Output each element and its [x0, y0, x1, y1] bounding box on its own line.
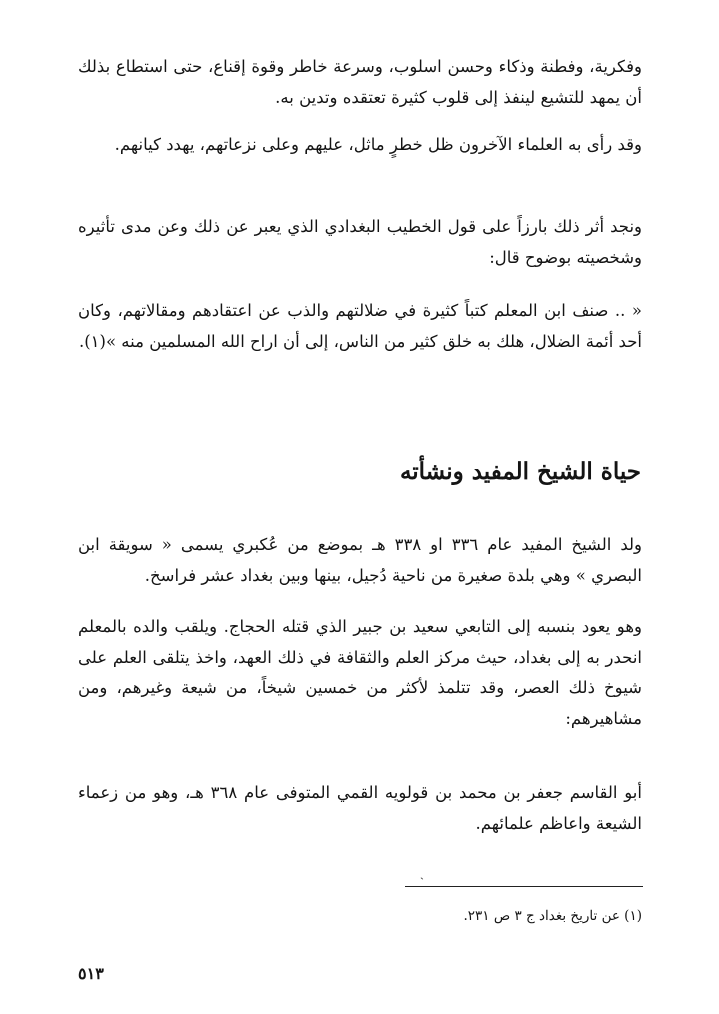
- paragraph-other-scholars: وقد رأى به العلماء الآخرون ظل خطرٍ ماثل، عليهم وعلى نزعاتهم، يهدد كيانهم.: [114, 135, 642, 154]
- paragraph-khatib-baghdadi: ونجد أثر ذلك بارزاً على قول الخطيب البغدادي الذي يعبر عن ذلك وعن مدى تأثيره وشخصيته بوضوح قال:: [78, 217, 642, 267]
- paragraph-intro-continued: وفكرية، وفطنة وذكاء وحسن اسلوب، وسرعة خاطر وقوة إقناع، حتى استطاع بذلك أن يمهد للتشيع لينفذ إلى قلوب كثيرة تعتقده وتدين به.: [78, 57, 642, 107]
- footnote-divider: [405, 886, 643, 887]
- footnote: (١) عن تاريخ بغداد ج ٣ ص ٢٣١.: [463, 908, 642, 924]
- page-number: ٥١٣: [78, 964, 104, 983]
- paragraph-birth: ولد الشيخ المفيد عام ٣٣٦ او ٣٣٨ هـ بموضع من عُكبري يسمى « سويقة ابن البصري » وهي بلدة صغيرة من ناحية دُجيل، بينها وبين بغداد عشر فراسخ.: [78, 535, 642, 585]
- stray-mark: ˎ: [420, 866, 424, 880]
- paragraph-teacher: أبو القاسم جعفر بن محمد بن قولويه القمي المتوفى عام ٣٦٨ هـ، وهو من زعماء الشيعة واعاظم علمائهم.: [78, 783, 642, 833]
- paragraph-quotation: « .. صنف ابن المعلم كتباً كثيرة في ضلالتهم والذب عن اعتقادهم ومقالاتهم، وكان أحد أئمة الضلال، هلك به خلق كثير من الناس، إلى أن اراح الله المسلمين منه »(١).: [78, 301, 642, 351]
- section-heading: حياة الشيخ المفيد ونشأته: [399, 458, 641, 485]
- paragraph-lineage: وهو يعود بنسبه إلى التابعي سعيد بن جبير الذي قتله الحجاج. ويلقب والده بالمعلم انحدر به إلى بغداد، حيث مركز العلم والثقافة في ذلك العهد، واخذ يتلقى العلم على شيوخ ذلك العصر، وقد تتلمذ لأكثر من خمسين شيخاً، من شيعة وغيرهم، ومن مشاهيرهم:: [78, 617, 642, 728]
